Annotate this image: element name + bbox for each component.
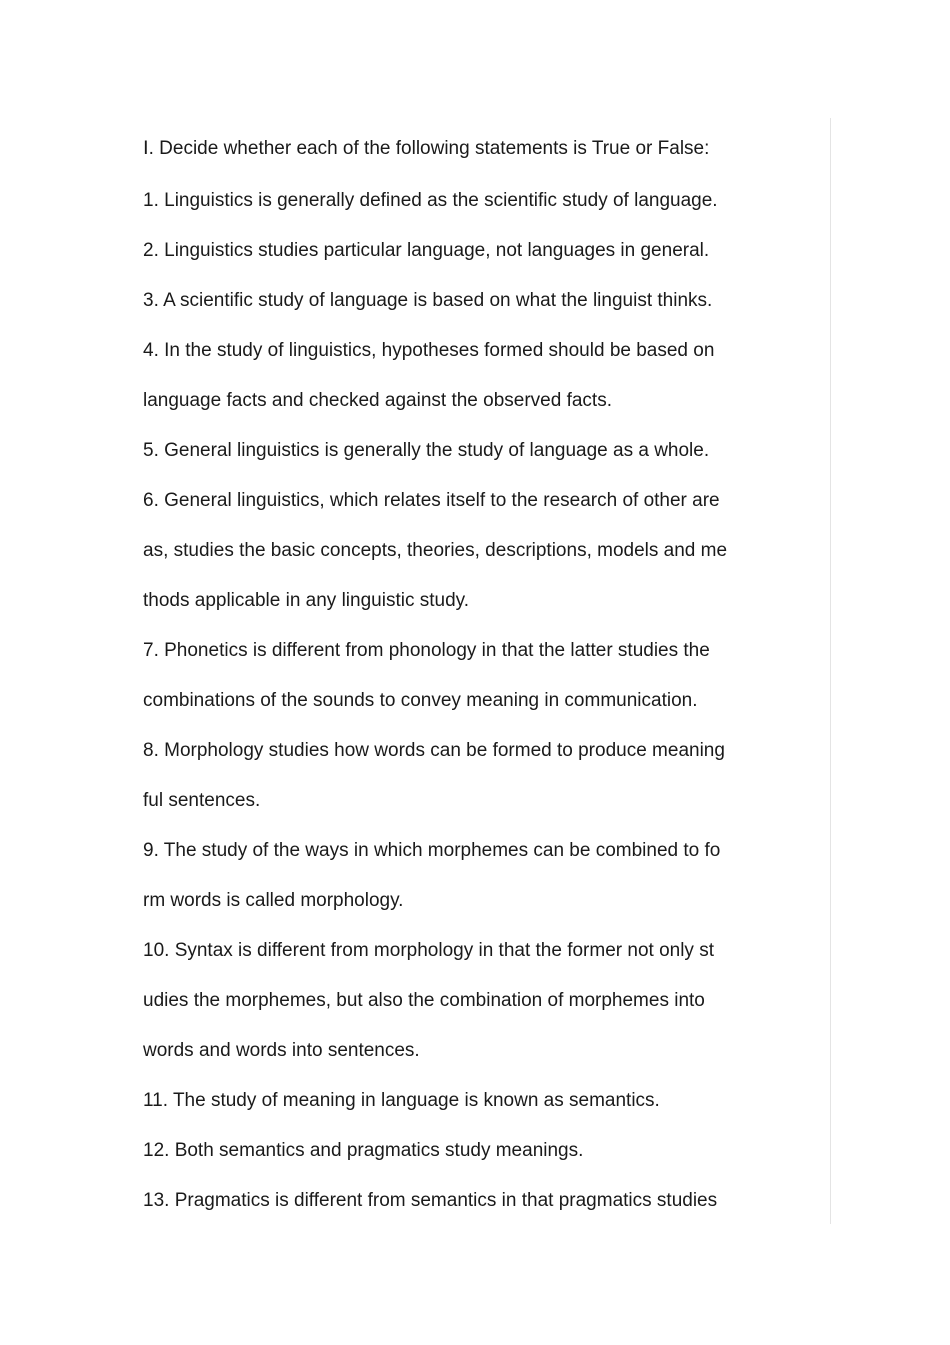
statement-line: 3. A scientific study of language is based on what the linguist thinks. <box>143 290 713 311</box>
statement-line: ful sentences. <box>143 790 261 811</box>
statement-line: rm words is called morphology. <box>143 890 404 911</box>
statement-line: 5. General linguistics is generally the study of language as a whole. <box>143 440 710 461</box>
statement-line: 11. The study of meaning in language is known as semantics. <box>143 1090 660 1111</box>
statement-line: 10. Syntax is different from morphology in that the former not only st <box>143 940 714 961</box>
statement-line: 9. The study of the ways in which morphemes can be combined to fo <box>143 840 721 861</box>
statement-line: 6. General linguistics, which relates itself to the research of other are <box>143 490 720 511</box>
statement-line: thods applicable in any linguistic study. <box>143 590 470 611</box>
statement-line: 2. Linguistics studies particular language, not languages in general. <box>143 240 710 261</box>
page-margin-rule <box>830 118 831 1224</box>
statement-line: 8. Morphology studies how words can be formed to produce meaning <box>143 740 725 761</box>
statement-line: 4. In the study of linguistics, hypotheses formed should be based on <box>143 340 715 361</box>
statement-line: language facts and checked against the observed facts. <box>143 390 612 411</box>
statement-line: udies the morphemes, but also the combination of morphemes into <box>143 990 705 1011</box>
statement-line: words and words into sentences. <box>143 1040 420 1061</box>
document-body <box>143 134 783 1236</box>
section-heading: Ⅰ. Decide whether each of the following statements is True or False: <box>143 138 710 159</box>
statement-line: 13. Pragmatics is different from semantics in that pragmatics studies <box>143 1190 718 1211</box>
statement-line: as, studies the basic concepts, theories, descriptions, models and me <box>143 540 728 561</box>
statement-line: 12. Both semantics and pragmatics study meanings. <box>143 1140 584 1161</box>
statement-line: 7. Phonetics is different from phonology in that the latter studies the <box>143 640 710 661</box>
statement-line: 1. Linguistics is generally defined as the scientific study of language. <box>143 190 718 211</box>
statement-line: combinations of the sounds to convey meaning in communication. <box>143 690 698 711</box>
